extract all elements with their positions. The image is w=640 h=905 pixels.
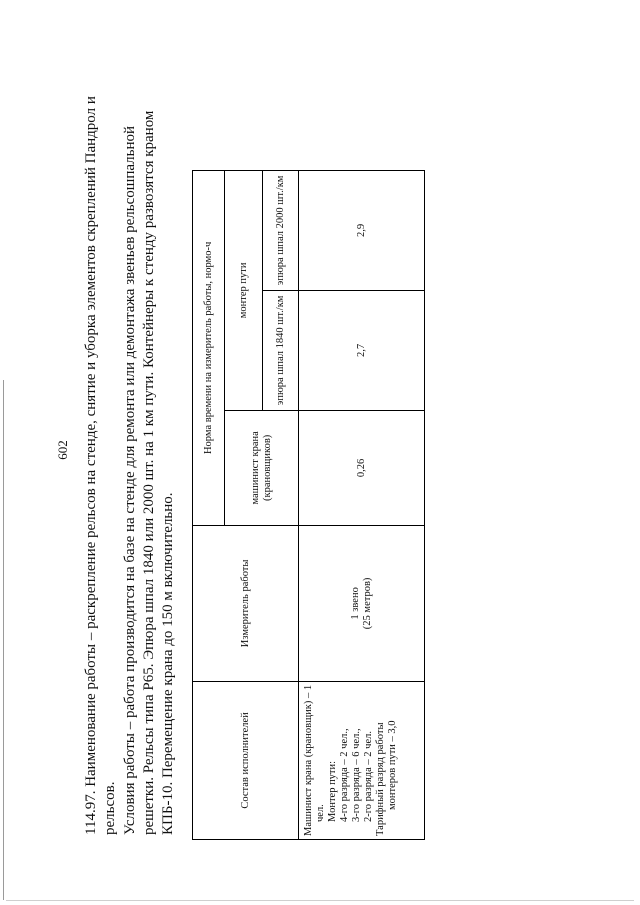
fitter-norm-1840-value: 2,7	[299, 290, 425, 410]
conditions-line: КПБ-10. Перемещение крана до 150 м включительно.	[160, 492, 176, 835]
staff-line: чел.	[315, 804, 326, 822]
staff-line: монтеров пути – 3,0	[387, 720, 398, 810]
scan-edge-line	[6, 900, 634, 901]
scan-edge-line	[3, 380, 4, 900]
work-heading: 114.97. Наименование работы – раскрепление рельсов на стенде, снятие и уборка элементов скреплений Пандрол и рельсов.	[83, 96, 118, 835]
header-unit: Измеритель работы	[193, 525, 299, 681]
header-track-fitter: монтер пути	[225, 170, 263, 410]
unit-line: (25 метров)	[361, 577, 373, 630]
staff-line: Тарифный разряд работы	[375, 722, 386, 836]
header-sleepers-1840: эпюра шпал 1840 шт./км	[263, 290, 299, 410]
staff-line: Машинист крана (крановщик) – 1	[303, 684, 314, 836]
unit-cell	[299, 525, 425, 681]
header-crane-operator: машинист крана (крановщиков)	[225, 410, 299, 525]
staff-cell	[299, 681, 425, 839]
page-number: 602	[55, 440, 70, 460]
work-conditions	[121, 55, 178, 835]
conditions-line: Условия работы – работа производится на базе на стенде для ремонта или демонтажа звеньев рельсошпальной	[122, 125, 138, 835]
fitter-norm-2000-value: 2,9	[299, 170, 425, 290]
header-norm: Норма времени на измеритель работы, нормо-ч	[193, 170, 225, 525]
staff-line: 2-го разряда – 2 чел.	[363, 731, 374, 822]
staff-line: Монтер пути:	[327, 760, 338, 822]
crane-norm-value: 0,26	[299, 410, 425, 525]
norms-table	[192, 170, 425, 840]
header-staff: Состав исполнителей	[193, 681, 299, 839]
header-sleepers-2000: эпюра шпал 2000 шт./км	[263, 170, 299, 290]
unit-line: 1 звено	[349, 587, 361, 620]
rotated-page	[55, 30, 615, 870]
staff-line: 3-го разряда – 6 чел.,	[351, 728, 362, 822]
staff-line: 4-го разряда – 2 чел.,	[339, 728, 350, 822]
conditions-line: решетки. Рельсы типа Р65. Эпюра шпал 1840 или 2000 шт. на 1 км пути. Контейнеры к стенду развозятся краном	[141, 110, 157, 835]
